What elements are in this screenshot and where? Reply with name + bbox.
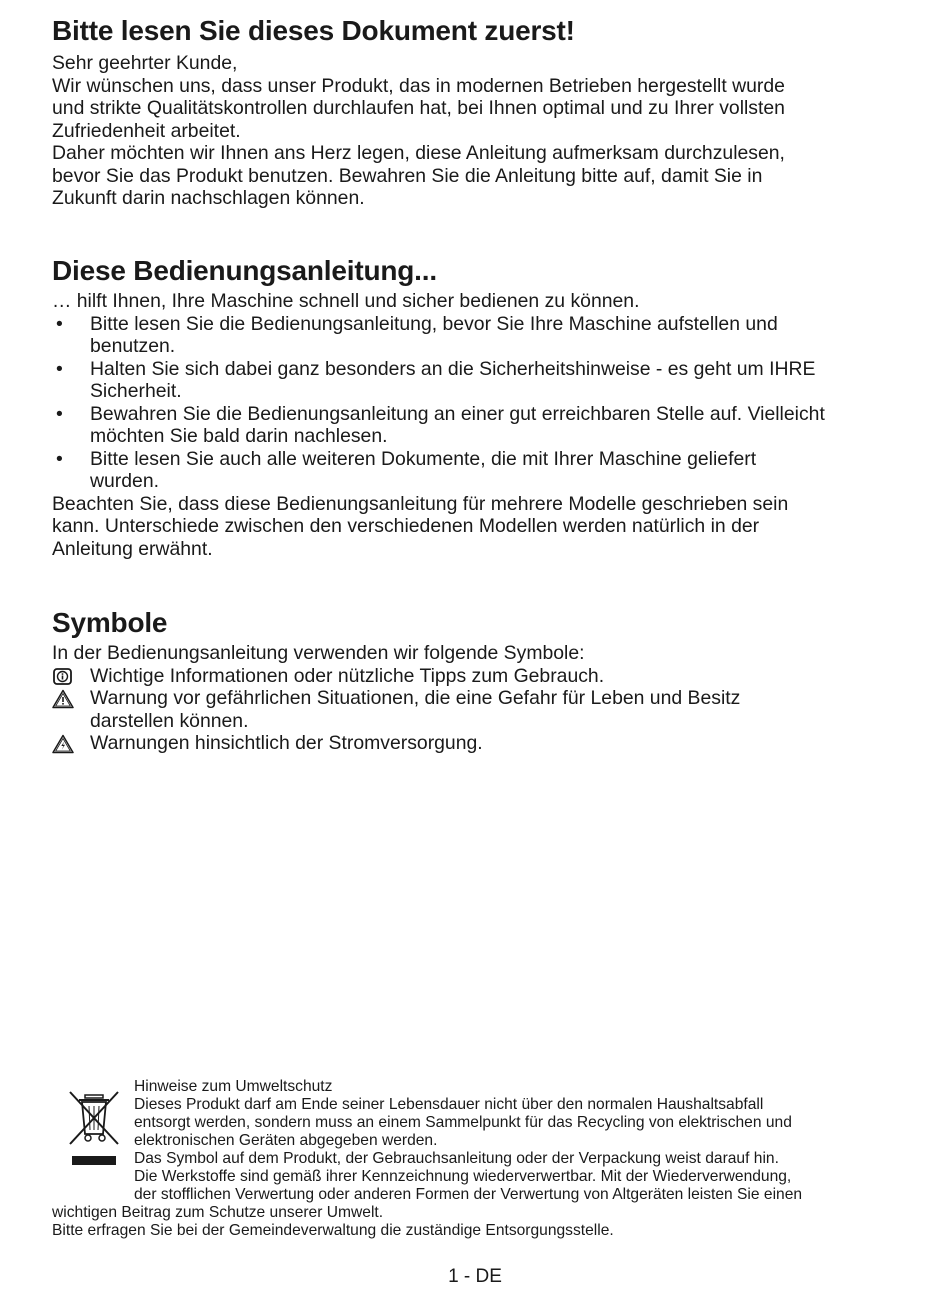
electric-warning-icon [52, 734, 74, 754]
text-line: Anleitung erwähnt. [52, 537, 213, 560]
page-number: 1 - DE [448, 1266, 502, 1287]
list-item-text: wurden. [90, 470, 159, 492]
list-item-text: benutzen. [90, 335, 176, 357]
text-line: bevor Sie das Produkt benutzen. Bewahren Sie die Anleitung bitte auf, damit Sie in [52, 164, 763, 187]
section-symbols-body [52, 642, 902, 755]
text-line: entsorgt werden, sondern muss an einem Sammelpunkt für das Recycling von elektrischen und [134, 1114, 792, 1131]
text-line: und strikte Qualitätskontrollen durchlaufen hat, bei Ihnen optimal und zu Ihrer vollsten [52, 97, 785, 119]
bullet-icon: • [56, 357, 63, 380]
list-item [52, 403, 902, 448]
section-intro-title: Bitte lesen Sie dieses Dokument zuerst! [52, 15, 575, 46]
symbol-list [52, 665, 902, 755]
list-item-text: Halten Sie sich dabei ganz besonders an die Sicherheitshinweise - es geht um IHRE [90, 357, 816, 380]
text-line: Beachten Sie, dass diese Bedienungsanleitung für mehrere Modelle geschrieben sein [52, 492, 789, 515]
text-line: Das Symbol auf dem Produkt, der Gebrauchsanleitung oder der Verpackung weist darauf hin. [134, 1150, 779, 1167]
list-item [52, 687, 902, 732]
list-item-text: Warnung vor gefährlichen Situationen, die eine Gefahr für Leben und Besitz [90, 687, 741, 709]
list-item [52, 732, 902, 755]
text-line: Bitte erfragen Sie bei der Gemeindeverwaltung die zuständige Entsorgungsstelle. [52, 1222, 614, 1239]
info-icon [52, 667, 74, 687]
list-item-text: Wichtige Informationen oder nützliche Tipps zum Gebrauch. [90, 664, 605, 687]
environment-heading: Hinweise zum Umweltschutz [134, 1078, 333, 1095]
environment-indented-block [52, 1078, 892, 1204]
list-item-text: Sicherheit. [90, 380, 182, 402]
text-line: Sehr geehrter Kunde, [52, 52, 238, 74]
list-item [52, 358, 902, 403]
text-line: elektronischen Geräten abgegeben werden. [134, 1132, 438, 1149]
warning-triangle-icon [52, 689, 74, 709]
text-line: wichtigen Beitrag zum Schutze unserer Umwelt. [52, 1204, 384, 1221]
section-symbols-title: Symbole [52, 607, 168, 638]
list-item-text: Bitte lesen Sie die Bedienungsanleitung, bevor Sie Ihre Maschine aufstellen und [90, 312, 778, 335]
section-manual-title: Diese Bedienungsanleitung... [52, 255, 437, 286]
text-line: kann. Unterschiede zwischen den verschiedenen Modellen werden natürlich in der [52, 515, 760, 537]
section-intro [52, 14, 902, 210]
text-line: Wir wünschen uns, dass unser Produkt, das in modernen Betrieben hergestellt wurde [52, 74, 785, 97]
bullet-icon: • [56, 402, 63, 425]
environment-notice [52, 1078, 892, 1240]
section-manual [52, 254, 902, 560]
text-line: Die Werkstoffe sind gemäß ihrer Kennzeichnung wiederverwertbar. Mit der Wiederverwendung, [134, 1168, 792, 1185]
text-line: Zufriedenheit arbeitet. [52, 119, 241, 142]
list-item-text: möchten Sie bald darin nachlesen. [90, 425, 388, 447]
text-line: Daher möchten wir Ihnen ans Herz legen, diese Anleitung aufmerksam durchzulesen, [52, 142, 785, 164]
list-item-text: darstellen können. [90, 709, 249, 732]
bullet-icon: • [56, 447, 63, 470]
manual-intro: … hilft Ihnen, Ihre Maschine schnell und sicher bedienen zu können. [52, 290, 640, 312]
bullet-icon: • [56, 312, 63, 335]
symbols-intro: In der Bedienungsanleitung verwenden wir folgende Symbole: [52, 642, 585, 664]
list-item-text: Bewahren Sie die Bedienungsanleitung an einer gut erreichbaren Stelle auf. Vielleicht [90, 402, 825, 425]
list-item-text: Warnungen hinsichtlich der Stromversorgung. [90, 732, 483, 754]
section-symbols [52, 606, 902, 755]
list-item-text: Bitte lesen Sie auch alle weiteren Dokumente, die mit Ihrer Maschine geliefert [90, 447, 757, 470]
section-intro-body [52, 52, 902, 210]
text-line: Dieses Produkt darf am Ende seiner Lebensdauer nicht über den normalen Haushaltsabfall [134, 1096, 764, 1113]
text-line: der stofflichen Verwertung oder anderen Formen der Verwertung von Altgeräten leisten Sie einen [134, 1186, 803, 1203]
list-item [52, 313, 902, 358]
text-line: Zukunft darin nachschlagen können. [52, 187, 365, 209]
list-item [52, 665, 902, 688]
manual-bullet-list [52, 313, 902, 493]
list-item [52, 448, 902, 493]
section-manual-body [52, 290, 902, 560]
